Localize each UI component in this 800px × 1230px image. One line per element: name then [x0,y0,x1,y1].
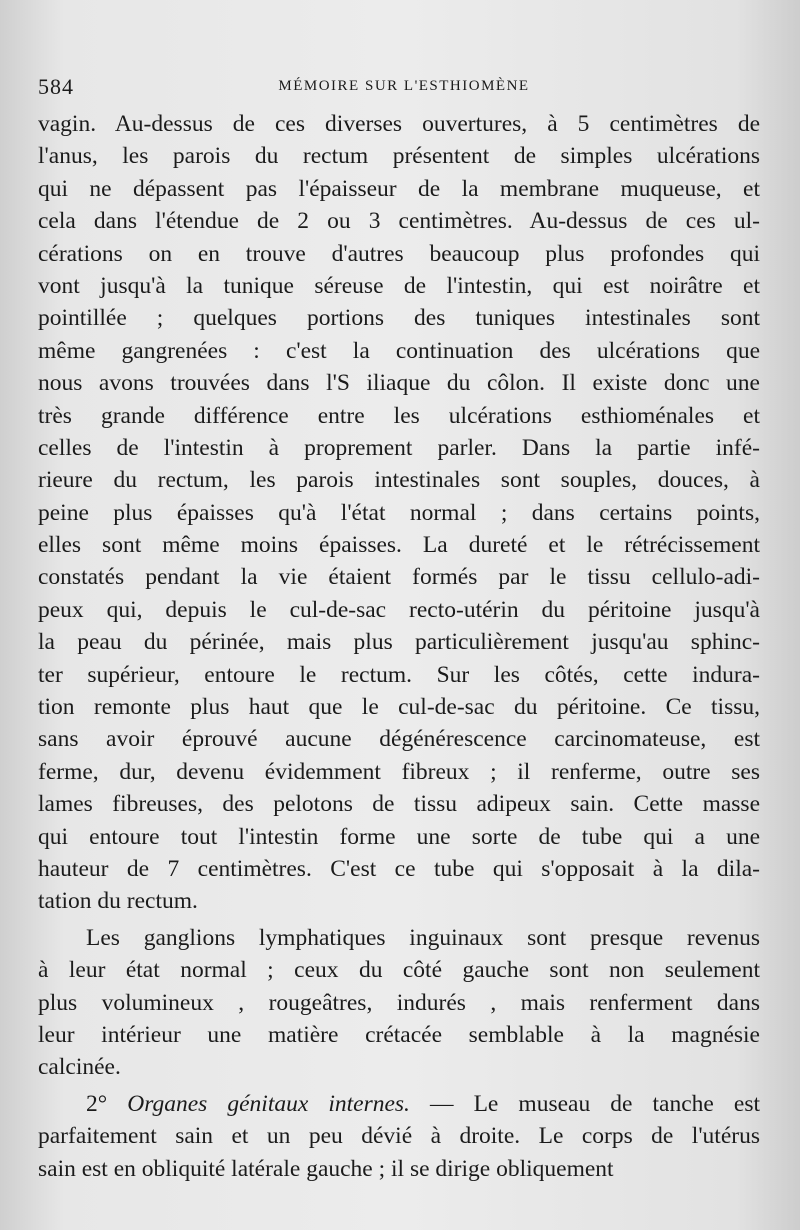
text-line: celles de l'intestin à proprement parler. Dans la partie infé- [38,434,760,461]
text-line: Les ganglions lymphatiques inguinaux sont presque revenus [86,924,760,951]
paragraph-ganglions [38,922,760,1084]
text-line: à leur état normal ; ceux du côté gauche sont non seulement [38,957,760,984]
running-head: MÉMOIRE SUR L'ESTHIOMÈNE [278,78,530,94]
text-line: peine plus épaisses qu'à l'état normal ; dans certains points, [38,499,760,526]
text-line: leur intérieur une matière crétacée semblable à la magnésie [38,1021,760,1048]
text-line: tion remonte plus haut que le cul-de-sac du péritoine. Ce tissu, [38,694,760,721]
text-line: ferme, dur, devenu évidemment fibreux ; il renferme, outre ses [38,758,760,785]
text-line: ter supérieur, entoure le rectum. Sur les côtés, cette indura- [38,661,760,688]
text-line: qui entoure tout l'intestin forme une sorte de tube qui a une [38,823,760,850]
text-line: calcinée. [38,1054,121,1081]
text-line: l'anus, les parois du rectum présentent de simples ulcérations [38,143,760,170]
text-line: parfaitement sain et un peu dévié à droite. Le corps de l'utérus [38,1123,760,1150]
section-heading-continuation: — Le museau de tanche est [430,1090,761,1117]
text-line: qui ne dépassent pas l'épaisseur de la membrane muqueuse, et [38,175,760,202]
text-line: lames fibreuses, des pelotons de tissu adipeux sain. Cette masse [38,791,760,818]
text-line: hauteur de 7 centimètres. C'est ce tube qui s'opposait à la dila- [38,855,760,882]
text-line: vont jusqu'à la tunique séreuse de l'intestin, qui est noirâtre et [38,272,760,299]
paragraph-rectum [38,108,760,918]
text-line: elles sont même moins épaisses. La dureté et le rétrécissement [38,532,760,559]
text-line: pointillée ; quelques portions des tuniques intestinales sont [38,305,760,332]
text-line: constatés pendant la vie étaient formés par le tissu cellulo-adi- [38,564,760,591]
text-line: très grande différence entre les ulcérations esthioménales et [38,402,760,429]
section-number: 2° [86,1090,108,1117]
body-text [38,108,760,1185]
paragraph-organes [38,1088,760,1185]
page-header [38,74,750,104]
section-heading-line [38,1088,760,1120]
text-line: cela dans l'étendue de 2 ou 3 centimètres. Au-dessus de ces ul- [38,208,760,235]
text-line: la peau du périnée, mais plus particulièrement jusqu'au sphinc- [38,629,760,656]
text-line: nous avons trouvées dans l'S iliaque du côlon. Il existe donc une [38,370,760,397]
text-line: tation du rectum. [38,888,198,915]
text-line: même gangrenées : c'est la continuation des ulcérations que [38,337,760,364]
page-number: 584 [38,74,74,99]
text-line: vagin. Au-dessus de ces diverses ouvertures, à 5 centimètres de [38,111,760,137]
text-line: peux qui, depuis le cul-de-sac recto-utérin du péritoine jusqu'à [38,596,760,623]
text-line: plus volumineux , rougeâtres, indurés , mais renferment dans [38,989,760,1016]
text-line: rieure du rectum, les parois intestinales sont souples, douces, à [38,467,760,494]
text-line: cérations on en trouve d'autres beaucoup plus profondes qui [38,240,760,267]
text-line: sans avoir éprouvé aucune dégénérescence carcinomateuse, est [38,726,760,753]
text-line: sain est en obliquité latérale gauche ; il se dirige obliquement [38,1155,614,1182]
section-heading: Organes génitaux internes. [127,1090,410,1117]
